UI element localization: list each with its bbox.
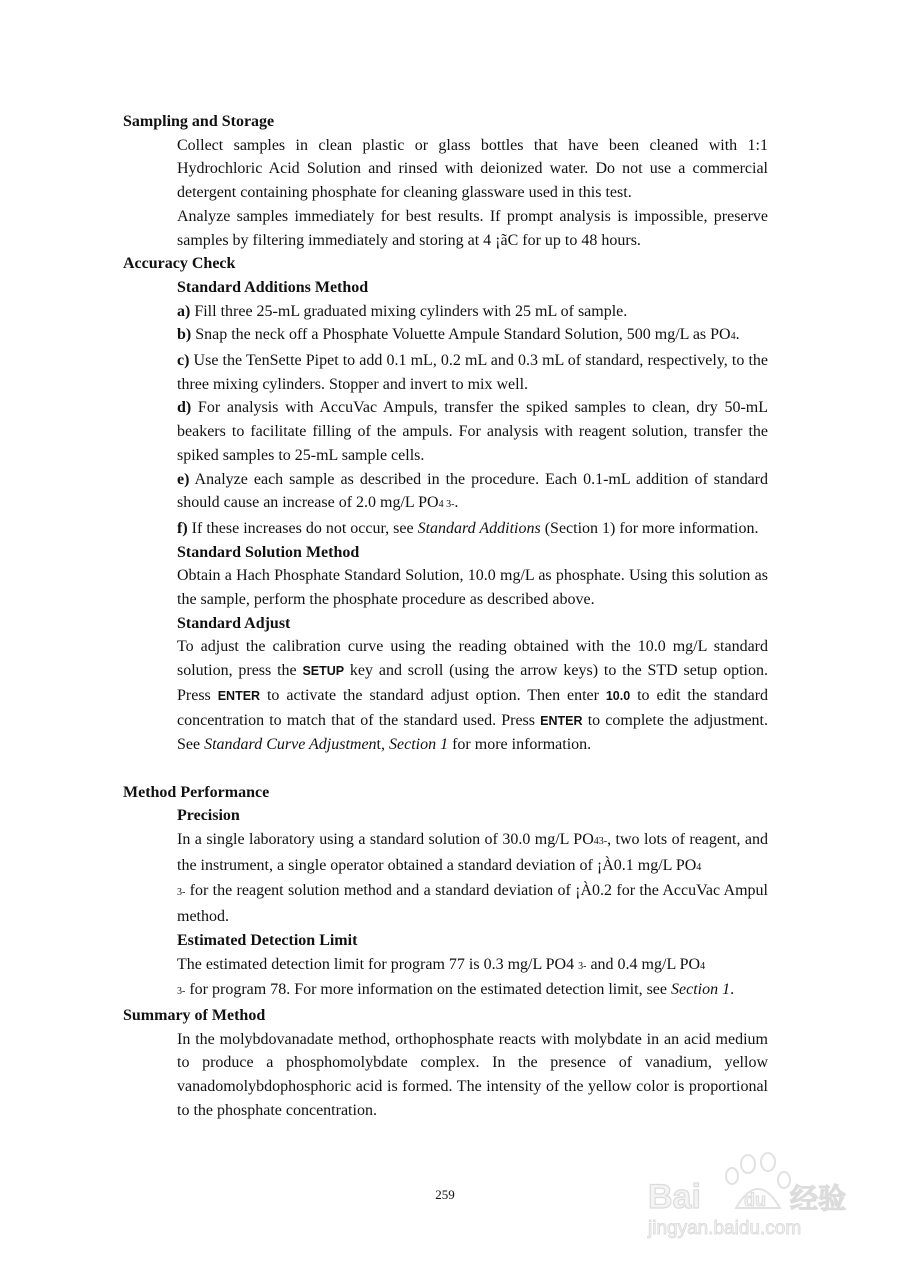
paragraph [123,205,768,252]
step-label: d) [177,399,192,417]
section-heading [123,110,768,134]
text: to activate the standard adjust option. Then enter [260,686,606,704]
text: For analysis with AccuVac Ampuls, transfer the spiked samples to clean, dry 50-mL beakers to facilitate filling of the ampuls. For analysis with reagent solution, transfer the spiked samples to 25-mL sample cells. [177,399,768,464]
text: . [454,494,459,512]
text: In a single laboratory using a standard solution of 30.0 mg/L PO [177,831,594,849]
text: If these increases do not occur, see [187,519,418,537]
paragraph [123,953,768,1004]
subscript: 4 3- [438,499,455,511]
subscript: 43- [593,836,608,848]
subsection-heading [123,276,768,300]
subsection-heading [123,541,768,565]
text: to complete the adjustment. See [177,711,769,754]
key-label: ENTER [540,713,583,728]
text: In the molybdovanadate method, orthophosphate reacts with molybdate in an acid medium to produce a phosphomolybdate complex. In the presence of vanadium, yellow vanadomolybdophosphoric acid is formed. The intensity of the yellow color is proportional to the phosphate concentration. [177,1030,768,1119]
text: Obtain a Hach Phosphate Standard Solution, 10.0 mg/L as phosphate. Using this solution as the sample, perform the phosphate procedure as described above. [177,567,768,609]
text: to edit the standard concentration to match that of the standard used. Press [177,686,769,729]
subscript: 3- [578,960,587,972]
svg-text:经验: 经验 [790,1182,847,1215]
text: The estimated detection limit for program 77 is 0.3 mg/L PO4 [177,955,579,973]
text: Summary of Method [123,1007,266,1024]
text: for program 78. For more information on the estimated detection limit, see [185,981,671,999]
text: Snap the neck off a Phosphate Voluette Ampule Standard Solution, 500 mg/L as PO [191,326,731,344]
text: Method Performance [123,783,270,801]
paragraph [123,323,768,349]
page-number: 259 [435,1187,455,1202]
text: Analyze samples immediately for best results. If prompt analysis is impossible, preserve samples by filtering immediately and storing at 4 ¡ãC for up to 48 hours. [177,207,768,249]
subscript: 3- [177,986,186,998]
section-heading [123,781,768,805]
text: To adjust the calibration curve using the reading obtained with the 10.0 mg/L standard solution, press the [177,638,768,680]
subscript: 4 [696,861,702,873]
text: and 0.4 mg/L PO [586,955,701,973]
step-label: c) [177,352,190,370]
subscript: 4 [730,331,736,343]
paragraph [123,635,768,757]
text: , two lots of reagent, and the instrument, a single operator obtained a standard deviation of ¡À0.1 mg/L PO [177,831,768,874]
text: Collect samples in clean plastic or glass bottles that have been cleaned with 1:1 Hydrochloric Acid Solution and rinsed with deionized water. Do not use a commercial detergent containing phosphate for cleaning glassware used in this test. [177,136,768,202]
italic-reference: Standard Curve Adjustmen [204,736,377,754]
document-body [123,110,768,1123]
paragraph [123,1028,768,1123]
text: key and scroll (using the arrow keys) to the STD setup option. Press [177,662,768,704]
text: Fill three 25-mL graduated mixing cylinders with 25 mL of sample. [190,302,628,320]
step-label: f) [177,519,188,537]
key-label: SETUP [302,664,345,679]
text: Accuracy Check [123,255,236,273]
text: Standard Solution Method [177,543,360,561]
text: . [730,981,735,999]
text: Standard Adjust [177,614,291,632]
step-label: a) [177,302,191,320]
paragraph [123,828,768,929]
svg-text:Bai: Bai [648,1178,701,1216]
subscript: 3- [177,887,186,899]
paragraph [123,134,768,205]
subsection-heading [123,612,768,636]
baidu-watermark-logo [640,1150,870,1240]
svg-text:du: du [744,1190,766,1210]
text: Precision [177,807,240,825]
paragraph [123,564,768,611]
section-heading [123,1004,768,1028]
step-label: b) [177,326,192,344]
text: Sampling and Storage [123,113,275,130]
paragraph [123,517,768,541]
key-label: 10.0 [605,688,631,703]
paragraph [123,349,768,396]
text: Analyze each sample as described in the procedure. Each 0.1-mL addition of standard should cause an increase of 2.0 mg/L PO [177,470,768,512]
text: (Section 1) for more information. [540,519,759,537]
subscript: 4 [700,960,706,972]
text: Standard Additions Method [177,278,369,296]
step-label: e) [177,470,190,488]
spacer [123,757,768,781]
text: . [735,326,740,344]
subsection-heading [123,804,768,828]
italic-reference: Section 1 [389,736,449,754]
svg-text:jingyan.baidu.com: jingyan.baidu.com [648,1218,802,1239]
text: Use the TenSette Pipet to add 0.1 mL, 0.2 mL and 0.3 mL of standard, respectively, to the three mixing cylinders. Stopper and invert to mix well. [177,352,768,393]
text: t, [376,736,389,754]
paragraph [123,300,768,324]
subsection-heading [123,929,768,953]
text: for more information. [448,736,592,754]
text: for the reagent solution method and a standard deviation of ¡À0.2 for the AccuVac Ampul method. [177,882,768,926]
italic-reference: Section 1 [671,981,731,999]
paragraph [123,396,768,467]
section-heading [123,252,768,276]
italic-reference: Standard Additions [417,519,541,537]
paragraph [123,468,768,517]
text: Estimated Detection Limit [177,931,358,949]
key-label: ENTER [217,688,261,703]
